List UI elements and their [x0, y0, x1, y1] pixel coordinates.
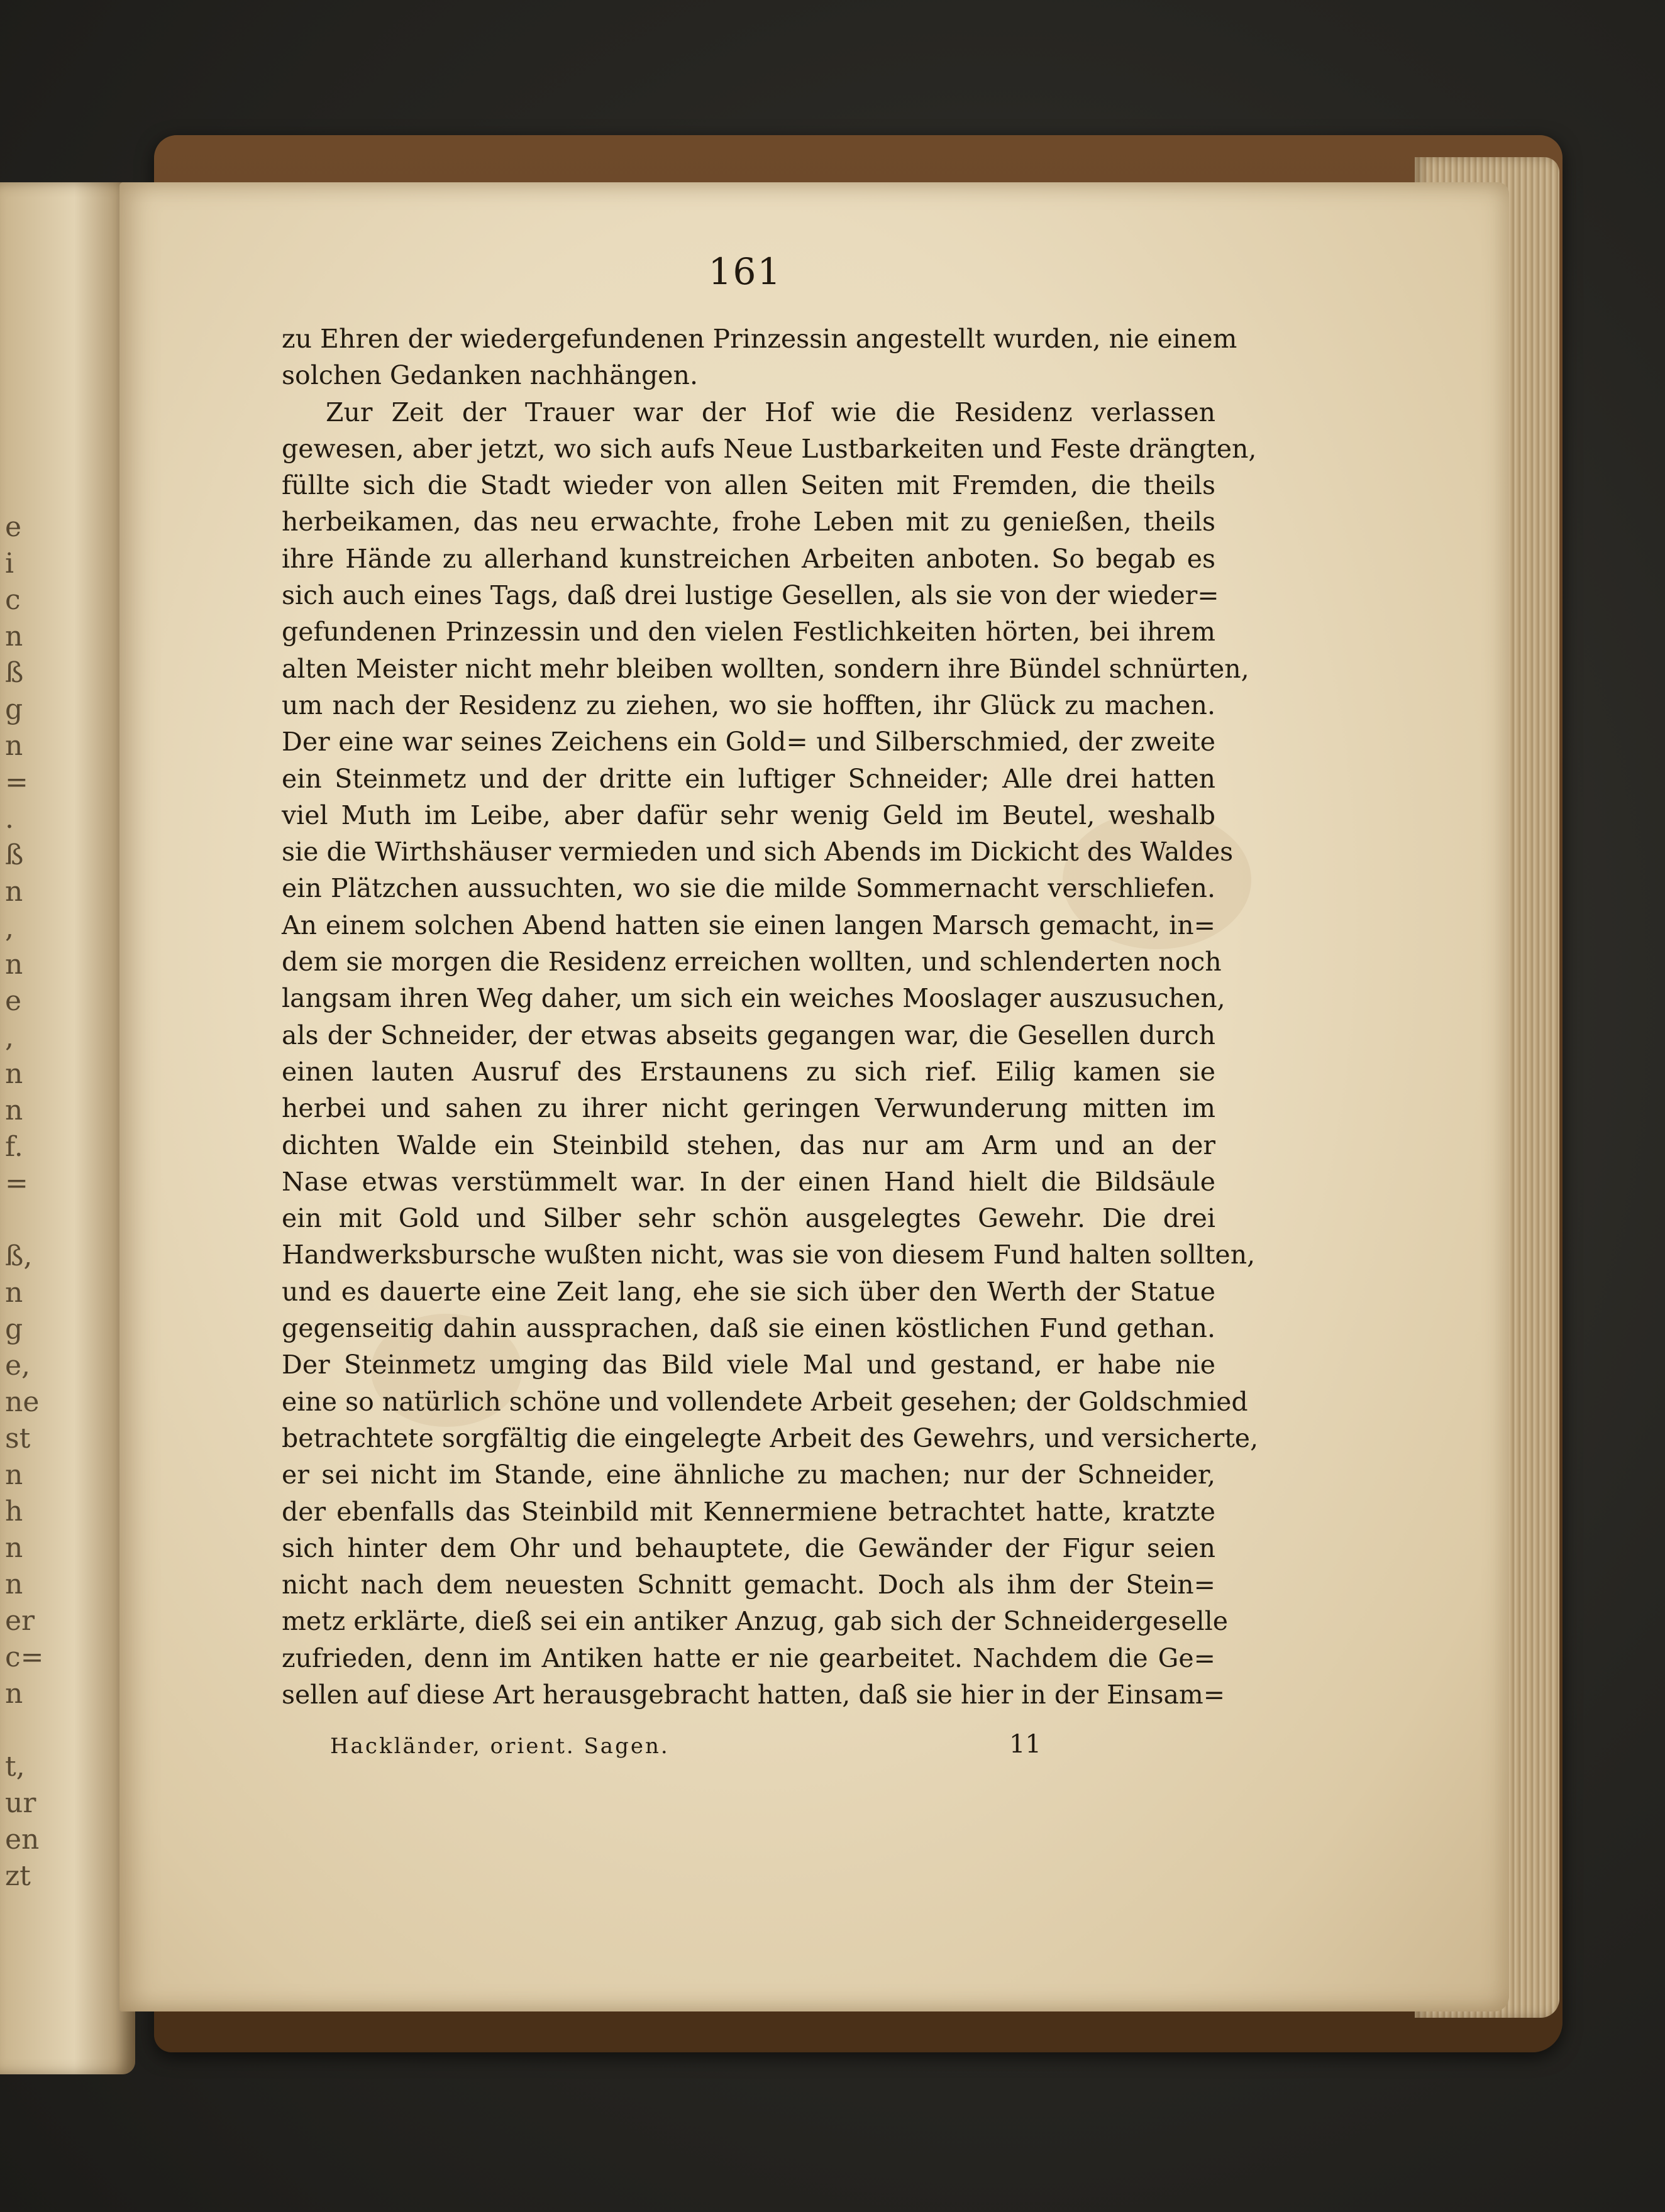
- text-line: ein mit Gold und Silber sehr schön ausgelegtes Gewehr. Die drei: [282, 1203, 1215, 1234]
- text-line: zu Ehren der wiedergefundenen Prinzessin angestellt wurden, nie einem: [282, 324, 1237, 354]
- text-line: Zur Zeit der Trauer war der Hof wie die Residenz verlassen: [326, 397, 1215, 427]
- text-line: zufrieden, denn im Antiken hatte er nie gearbeitet. Nachdem die Ge=: [282, 1642, 1215, 1673]
- text-line: gefundenen Prinzessin und den vielen Festlichkeiten hörten, bei ihrem: [282, 617, 1215, 647]
- text-line: sie die Wirthshäuser vermieden und sich Abends im Dickicht des Waldes: [282, 837, 1234, 867]
- text-line: ein Plätzchen aussuchten, wo sie die milde Sommernacht verschliefen.: [282, 873, 1215, 904]
- text-line: ihre Hände zu allerhand kunstreichen Arbeiten anboten. So begab es: [282, 543, 1215, 574]
- text-line: sellen auf diese Art herausgebracht hatten, daß sie hier in der Einsam=: [282, 1679, 1225, 1710]
- left-page-fragments: e i c n ß g n = . ß n , n e , n n f. = ß, n g e, ne st n h n n er c= n t, ur en zt: [5, 511, 44, 1892]
- page-number: 161: [708, 250, 782, 293]
- footer-signature-number: 11: [1009, 1730, 1041, 1759]
- text-line: metz erklärte, dieß sei ein antiker Anzug, gab sich der Schneidergeselle: [282, 1606, 1229, 1637]
- text-line: sich auch eines Tags, daß drei lustige Gesellen, als sie von der wieder=: [282, 580, 1219, 611]
- text-line: gegenseitig dahin aussprachen, daß sie einen köstlichen Fund gethan.: [282, 1313, 1215, 1344]
- text-line: Nase etwas verstümmelt war. In der einen Hand hielt die Bildsäule: [282, 1166, 1215, 1197]
- text-line: als der Schneider, der etwas abseits gegangen war, die Gesellen durch: [282, 1020, 1215, 1050]
- footer-signature-title: Hackländer, orient. Sagen.: [330, 1734, 670, 1759]
- left-page-edge: [0, 182, 135, 2074]
- text-line: gewesen, aber jetzt, wo sich aufs Neue Lustbarkeiten und Feste drängten,: [282, 433, 1257, 464]
- text-line: er sei nicht im Stande, eine ähnliche zu machen; nur der Schneider,: [282, 1460, 1215, 1490]
- text-line: herbei und sahen zu ihrer nicht geringen Verwunderung mitten im: [282, 1093, 1215, 1124]
- text-line: herbeikamen, das neu erwachte, frohe Leben mit zu genießen, theils: [282, 507, 1215, 537]
- text-line: viel Muth im Leibe, aber dafür sehr wenig Geld im Beutel, weshalb: [282, 800, 1215, 830]
- text-line: einen lauten Ausruf des Erstaunens zu sich rief. Eilig kamen sie: [282, 1056, 1215, 1087]
- text-line: eine so natürlich schöne und vollendete Arbeit gesehen; der Goldschmied: [282, 1386, 1248, 1417]
- text-line: dichten Walde ein Steinbild stehen, das nur am Arm und an der: [282, 1130, 1215, 1160]
- text-line: Der Steinmetz umging das Bild viele Mal und gestand, er habe nie: [282, 1350, 1215, 1380]
- text-line: solchen Gedanken nachhängen.: [282, 360, 698, 391]
- text-line: langsam ihren Weg daher, um sich ein weiches Mooslager auszusuchen,: [282, 983, 1225, 1014]
- text-line: alten Meister nicht mehr bleiben wollten, sondern ihre Bündel schnürten,: [282, 653, 1249, 684]
- text-line: dem sie morgen die Residenz erreichen wollten, und schlenderten noch: [282, 947, 1222, 977]
- text-line: An einem solchen Abend hatten sie einen langen Marsch gemacht, in=: [282, 910, 1215, 940]
- text-line: und es dauerte eine Zeit lang, ehe sie sich über den Werth der Statue: [282, 1276, 1215, 1307]
- text-line: Handwerksbursche wußten nicht, was sie von diesem Fund halten sollten,: [282, 1240, 1256, 1270]
- body-text: [282, 321, 1259, 1713]
- text-line: sich hinter dem Ohr und behauptete, die Gewänder der Figur seien: [282, 1532, 1215, 1563]
- text-line: um nach der Residenz zu ziehen, wo sie hofften, ihr Glück zu machen.: [282, 690, 1215, 720]
- text-line: ein Steinmetz und der dritte ein luftiger Schneider; Alle drei hatten: [282, 763, 1215, 794]
- text-line: der ebenfalls das Steinbild mit Kennermiene betrachtet hatte, kratzte: [282, 1496, 1215, 1527]
- text-line: füllte sich die Stadt wieder von allen Seiten mit Fremden, die theils: [282, 470, 1215, 501]
- text-line: nicht nach dem neuesten Schnitt gemacht. Doch als ihm der Stein=: [282, 1570, 1215, 1600]
- text-line: betrachtete sorgfältig die eingelegte Arbeit des Gewehrs, und versicherte,: [282, 1422, 1259, 1453]
- text-line: Der eine war seines Zeichens ein Gold= und Silberschmied, der zweite: [282, 727, 1215, 757]
